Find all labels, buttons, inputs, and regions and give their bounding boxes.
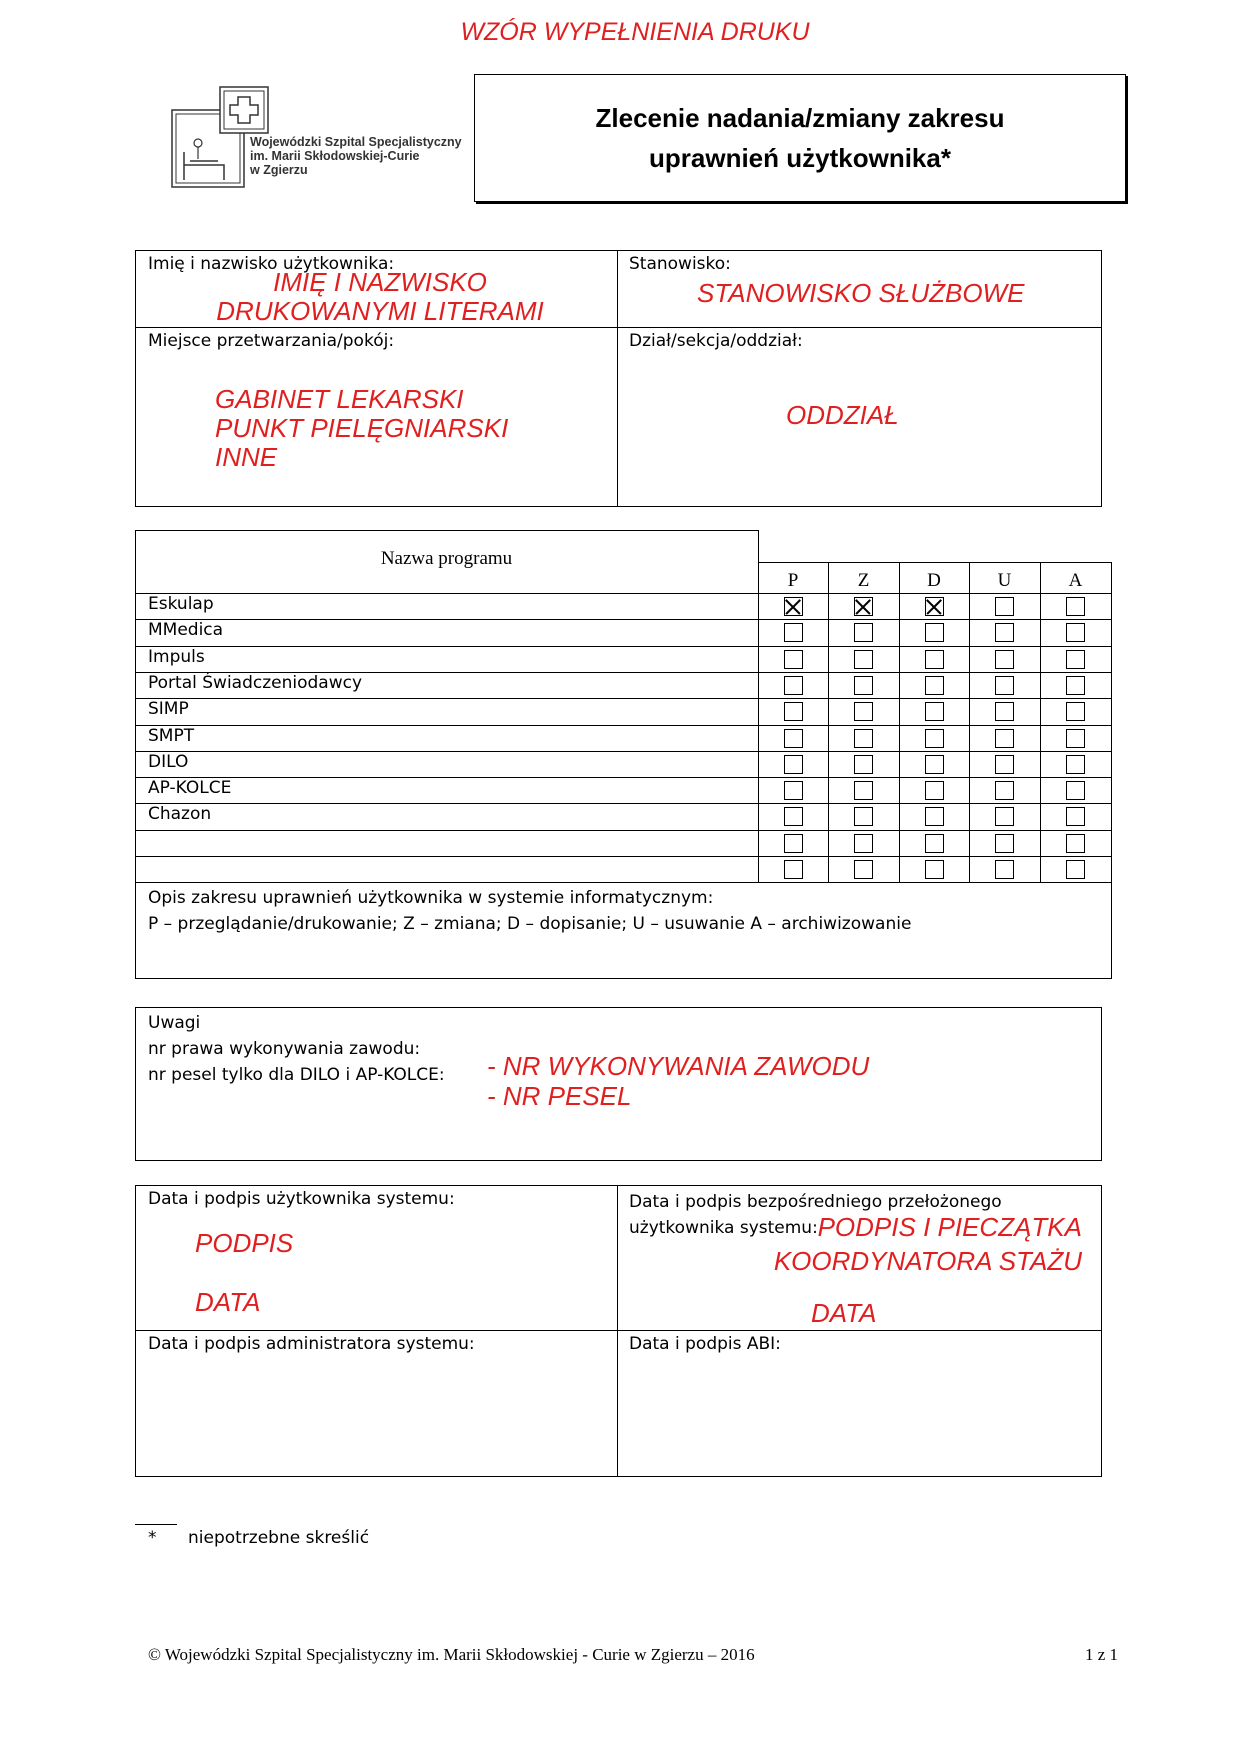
permission-column-a: A [1068,570,1083,591]
checkbox-p-row-1[interactable] [784,623,803,642]
checkbox-d-row-3[interactable] [925,676,944,695]
permissions-legend [148,885,911,937]
hospital-logo [170,85,470,190]
checkbox-u-row-3[interactable] [995,676,1014,695]
supervisor-signature-label-line-1: Data i podpis bezpośredniego przełożonego [629,1192,1002,1212]
checkbox-u-row-6[interactable] [995,755,1014,774]
permission-column-z: Z [857,570,870,591]
checkbox-p-row-5[interactable] [784,729,803,748]
checkbox-a-row-9[interactable] [1066,834,1085,853]
checkbox-z-row-10[interactable] [854,860,873,879]
checkbox-z-row-1[interactable] [854,623,873,642]
checkbox-p-row-8[interactable] [784,807,803,826]
checkbox-p-row-2[interactable] [784,650,803,669]
checkbox-u-row-7[interactable] [995,781,1014,800]
position-value[interactable]: STANOWISKO SŁUŻBOWE [697,278,1025,308]
checkbox-z-row-5[interactable] [854,729,873,748]
checkbox-a-row-10[interactable] [1066,860,1085,879]
checkbox-a-row-0[interactable] [1066,597,1085,616]
abi-signature-label: Data i podpis ABI: [629,1334,781,1354]
place-value-3[interactable]: INNE [215,442,278,472]
checkbox-z-row-3[interactable] [854,676,873,695]
program-name-impuls: Impuls [148,646,205,667]
checkbox-u-row-2[interactable] [995,650,1014,669]
logo-line-3: w Zgierzu [250,163,308,177]
remarks-heading: Uwagi [148,1013,201,1033]
remarks-pesel-label: nr pesel tylko dla DILO i AP-KOLCE: [148,1065,445,1085]
user-name-value-line-1[interactable]: IMIĘ I NAZWISKO [273,267,487,297]
checkbox-z-row-6[interactable] [854,755,873,774]
permission-column-u: U [997,570,1012,591]
form-title-box [474,74,1126,202]
checkbox-u-row-0[interactable] [995,597,1014,616]
footnote-mark: * [148,1528,157,1548]
logo-line-1: Wojewódzki Szpital Specjalistyczny [250,135,462,149]
checkbox-d-row-8[interactable] [925,807,944,826]
checkbox-a-row-2[interactable] [1066,650,1085,669]
checkbox-d-row-5[interactable] [925,729,944,748]
user-signature-label: Data i podpis użytkownika systemu: [148,1189,455,1209]
footer-copyright: © Wojewódzki Szpital Specjalistyczny im. Marii Skłodowskiej - Curie w Zgierzu – 2016 [148,1645,755,1664]
position-label: Stanowisko: [629,254,731,274]
checkbox-u-row-1[interactable] [995,623,1014,642]
checkbox-z-row-9[interactable] [854,834,873,853]
form-title-line-2: uprawnień użytkownika* [649,143,951,173]
checkbox-a-row-3[interactable] [1066,676,1085,695]
checkbox-z-row-8[interactable] [854,807,873,826]
checkbox-d-row-4[interactable] [925,702,944,721]
checkbox-p-row-9[interactable] [784,834,803,853]
footnote-text: niepotrzebne skreślić [188,1528,370,1548]
checkbox-z-row-4[interactable] [854,702,873,721]
checkbox-d-row-2[interactable] [925,650,944,669]
program-name-eskulap: Eskulap [148,594,214,614]
checkbox-z-row-7[interactable] [854,781,873,800]
program-name-dilo: DILO [148,751,189,772]
checkbox-a-row-4[interactable] [1066,702,1085,721]
template-banner: WZÓR WYPEŁNIENIA DRUKU [460,18,810,46]
checkbox-d-row-1[interactable] [925,623,944,642]
permission-column-d: D [927,570,941,591]
logo-line-2: im. Marii Skłodowskiej-Curie [250,149,420,163]
program-name-ap-kolce: AP-KOLCE [148,778,232,799]
permission-column-p: P [787,570,799,591]
checkbox-p-row-10[interactable] [784,860,803,879]
checkbox-u-row-8[interactable] [995,807,1014,826]
supervisor-signature-label-line-2: użytkownika systemu: [629,1218,818,1238]
user-signature-value[interactable]: PODPIS [195,1228,294,1258]
department-label: Dział/sekcja/oddział: [629,331,803,351]
footer-page-number: 1 z 1 [1084,1645,1118,1664]
checkbox-u-row-10[interactable] [995,860,1014,879]
checkbox-a-row-5[interactable] [1066,729,1085,748]
program-name-header: Nazwa programu [380,548,513,569]
supervisor-signature-value-line-1[interactable]: PODPIS I PIECZĄTKA [817,1212,1082,1242]
user-date-value[interactable]: DATA [195,1287,261,1317]
supervisor-signature-value-line-2[interactable]: KOORDYNATORA STAŻU [773,1246,1082,1276]
program-name-chazon: Chazon [148,804,212,825]
remarks-value-license[interactable]: - NR WYKONYWANIA ZAWODU [487,1051,870,1081]
program-name-mmedica: MMedica [148,620,224,641]
department-value[interactable]: ODDZIAŁ [786,400,899,430]
checkbox-d-row-0[interactable] [925,597,944,616]
form-title-line-1: Zlecenie nadania/zmiany zakresu [595,103,1005,133]
program-name-portal-wiadczeniodawcy: Portal Świadczeniodawcy [148,672,363,693]
place-label: Miejsce przetwarzania/pokój: [148,331,395,351]
admin-signature-label: Data i podpis administratora systemu: [148,1334,475,1354]
place-value-1[interactable]: GABINET LEKARSKI [215,384,464,414]
checkbox-p-row-3[interactable] [784,676,803,695]
checkbox-d-row-6[interactable] [925,755,944,774]
legend-line-1: Opis zakresu uprawnień użytkownika w systemie informatycznym: [148,888,714,908]
checkbox-p-row-6[interactable] [784,755,803,774]
checkbox-u-row-4[interactable] [995,702,1014,721]
legend-line-2: P – przeglądanie/drukowanie; Z – zmiana; D – dopisanie; U – usuwanie A – archiwizowanie [148,914,912,934]
checkbox-p-row-4[interactable] [784,702,803,721]
supervisor-date-value[interactable]: DATA [811,1298,877,1328]
remarks-license-label: nr prawa wykonywania zawodu: [148,1039,421,1059]
checkbox-p-row-0[interactable] [784,597,803,616]
checkbox-z-row-0[interactable] [854,597,873,616]
user-name-label: Imię i nazwisko użytkownika: [148,254,395,274]
checkbox-a-row-7[interactable] [1066,781,1085,800]
checkbox-u-row-5[interactable] [995,729,1014,748]
program-name-smpt: SMPT [148,725,195,746]
checkbox-d-row-9[interactable] [925,834,944,853]
checkbox-a-row-1[interactable] [1066,623,1085,642]
checkbox-a-row-6[interactable] [1066,755,1085,774]
checkbox-d-row-7[interactable] [925,781,944,800]
checkbox-d-row-10[interactable] [925,860,944,879]
checkbox-u-row-9[interactable] [995,834,1014,853]
user-name-value-line-2[interactable]: DRUKOWANYMI LITERAMI [216,296,544,326]
remarks-value-pesel[interactable]: - NR PESEL [487,1081,632,1111]
checkbox-a-row-8[interactable] [1066,807,1085,826]
checkbox-p-row-7[interactable] [784,781,803,800]
program-name-simp: SIMP [148,699,189,720]
checkbox-z-row-2[interactable] [854,650,873,669]
place-value-2[interactable]: PUNKT PIELĘGNIARSKI [215,413,509,443]
